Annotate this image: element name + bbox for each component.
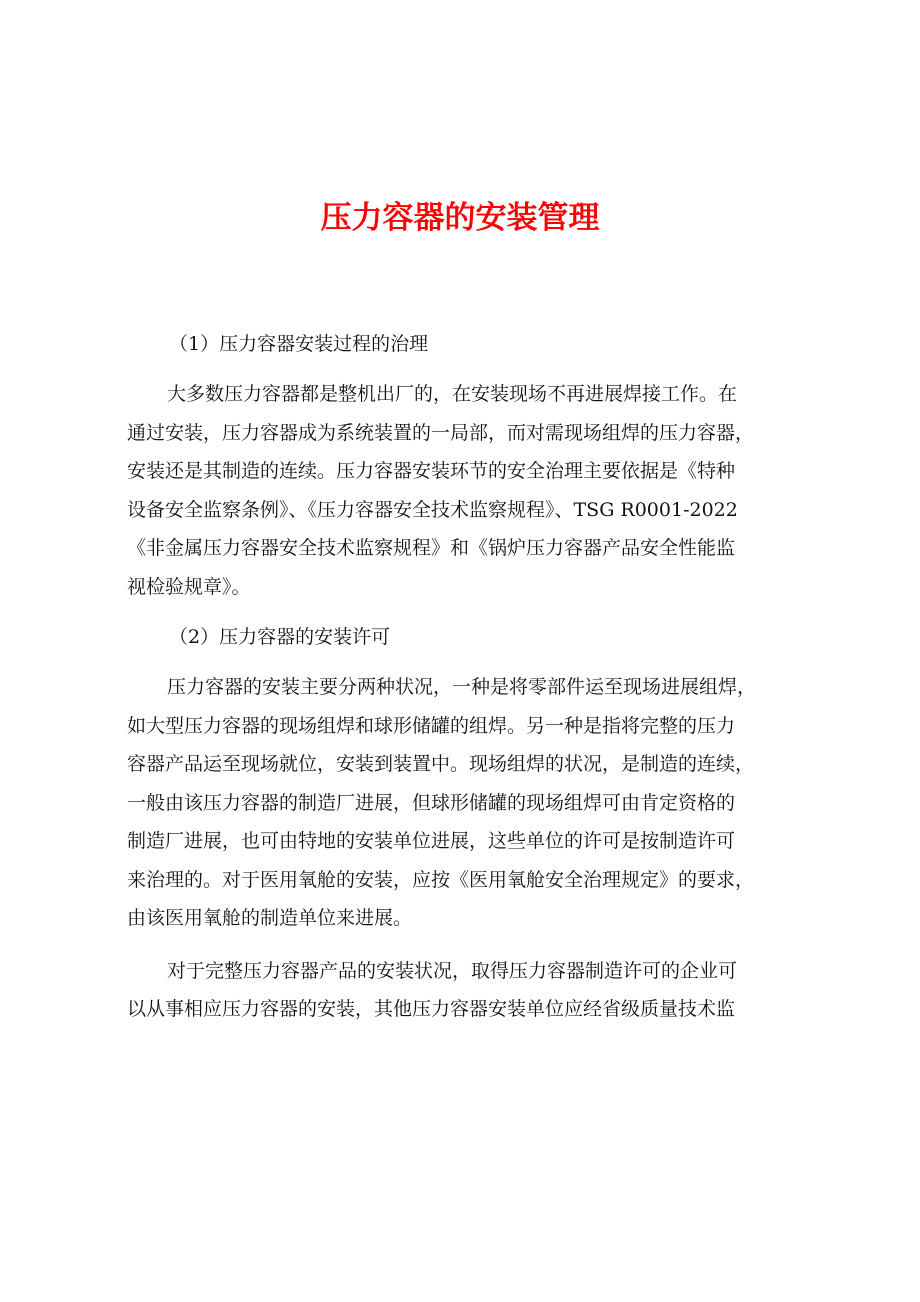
- paragraph-line: 来治理的。对于医用氧舱的安装，应按《医用氧舱安全治理规定》的要求，: [127, 868, 755, 891]
- paragraph-line: 大多数压力容器都是整机出厂的，在安装现场不再进展焊接工作。在: [167, 383, 738, 405]
- paragraph-line: 容器产品运至现场就位，安装到装置中。现场组焊的状况，是制造的连续，: [127, 753, 755, 775]
- paragraph-line: 《非金属压力容器安全技术监察规程》和《锅炉压力容器产品安全性能监: [127, 537, 736, 559]
- paragraph-line: 以从事相应压力容器的安装，其他压力容器安装单位应经省级质量技术监: [127, 998, 736, 1020]
- paragraph-line: 压力容器的安装主要分两种状况，一种是将零部件运至现场进展组焊，: [167, 676, 757, 698]
- paragraph-installation-process: [127, 375, 794, 606]
- paragraph-line: 制造厂进展，也可由特地的安装单位进展，这些单位的许可是按制造许可: [127, 830, 736, 852]
- paragraph-line: 对于完整压力容器产品的安装状况，取得压力容器制造许可的企业可: [167, 959, 738, 982]
- section-heading-installation-process: （1）压力容器安装过程的治理: [169, 333, 429, 355]
- paragraph-line: 一般由该压力容器的制造厂进展，但球形储罐的现场组焊可由肯定资格的: [127, 791, 736, 814]
- section-heading-installation-permit: （2）压力容器的安装许可: [169, 626, 391, 648]
- paragraph-line: 安装还是其制造的连续。压力容器安装环节的安全治理主要依据是《特种: [127, 460, 736, 482]
- paragraph-complete-product-installation: [127, 952, 794, 1029]
- paragraph-line: 如大型压力容器的现场组焊和球形储罐的组焊。另一种是指将完整的压力: [127, 714, 736, 737]
- paragraph-line: 由该医用氧舱的制造单位来进展。: [127, 907, 413, 929]
- paragraph-line: 视检验规章》。: [127, 575, 251, 598]
- paragraph-installation-types: [127, 668, 794, 938]
- paragraph-line: 通过安装，压力容器成为系统装置的一局部，而对需现场组焊的压力容器，: [127, 421, 755, 444]
- document-title: 压力容器的安装管理: [320, 200, 600, 236]
- paragraph-line: 设备安全监察条例》、《压力容器安全技术监察规程》、TSG R0001-2022: [127, 498, 738, 521]
- document-body: [127, 325, 794, 1029]
